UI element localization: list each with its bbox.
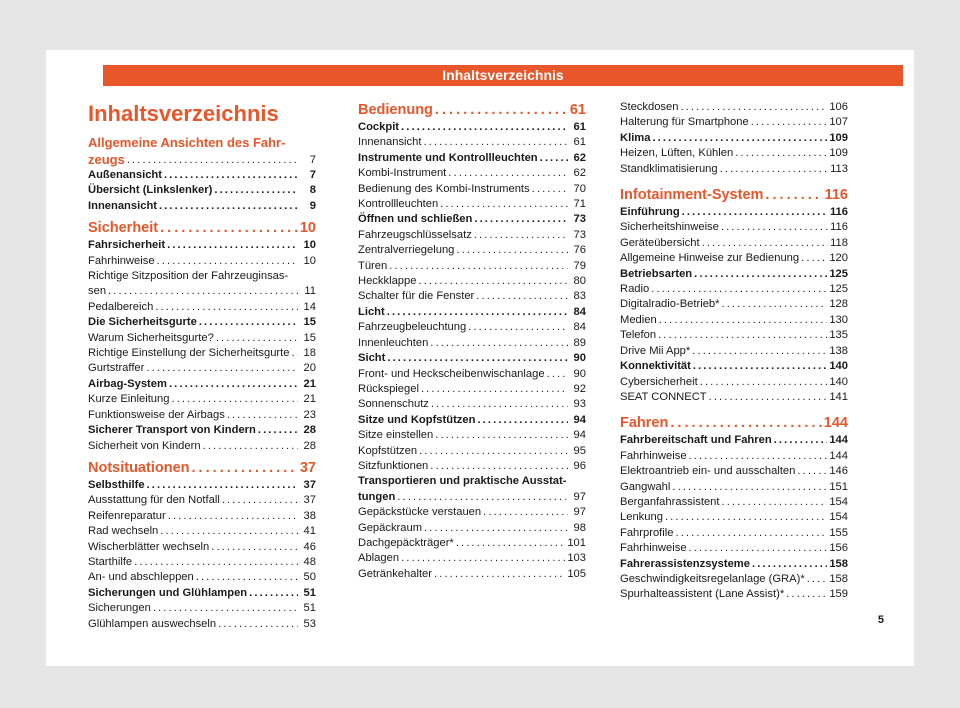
document-page (46, 50, 914, 666)
toc-entry-page: 144 (829, 434, 848, 447)
toc-entry[interactable] (620, 328, 848, 343)
toc-column-3 (620, 100, 848, 603)
toc-entry[interactable] (88, 377, 316, 392)
toc-section-entry[interactable]: Infotainment-System . . . 116 (620, 185, 848, 205)
toc-entry[interactable] (358, 289, 586, 304)
toc-entry[interactable] (620, 220, 848, 235)
toc-entry-title: Kopfstützen (358, 444, 418, 457)
toc-entry-title: Geräteübersicht (620, 236, 700, 249)
toc-entry[interactable] (620, 344, 848, 359)
toc-entry-page: 95 (573, 444, 586, 457)
toc-entry-page: 71 (573, 198, 586, 211)
toc-entry[interactable] (88, 478, 316, 493)
toc-entry-title: Innenleuchten (358, 336, 429, 349)
toc-entry-page: 155 (829, 526, 848, 539)
toc-entry-title: Cockpit (358, 121, 400, 133)
toc-entry-title: Einführung (620, 206, 680, 219)
toc-entry[interactable] (88, 346, 316, 361)
toc-entry-page: 93 (573, 398, 586, 411)
toc-entry-title: Schalter für die Fenster (358, 290, 475, 303)
toc-entry[interactable] (358, 351, 586, 366)
toc-entry-title: Cybersicherheit (620, 375, 698, 388)
toc-entry[interactable] (620, 251, 848, 266)
toc-entry-title: Gepäckraum (358, 521, 423, 534)
toc-entry-title: Sicherer Transport von Kindern (88, 424, 256, 437)
toc-entry-page: 53 (303, 617, 316, 630)
toc-entry-title: Innenansicht (358, 136, 422, 149)
toc-entry-title: Warum Sicherheitsgurte? (88, 331, 214, 344)
toc-entry-page: 156 (829, 542, 848, 555)
toc-list (358, 120, 586, 474)
toc-entry[interactable] (358, 551, 586, 566)
toc-section-entry[interactable]: Notsituationen . . . 37 (88, 458, 316, 478)
toc-entry[interactable] (88, 168, 316, 183)
toc-entry-page: 7 (309, 169, 316, 181)
toc-entry-page: 90 (573, 352, 586, 365)
toc-entry-page: 94 (573, 429, 586, 442)
toc-entry-title: Wischerblätter wechseln (88, 540, 210, 553)
toc-entry[interactable] (620, 526, 848, 541)
toc-entry-title: Innenansicht (88, 199, 157, 212)
toc-entry[interactable] (358, 305, 586, 320)
toc-entry-title: Richtige Einstellung der Sicherheitsgurte (88, 347, 290, 360)
toc-entry-title: Digitalradio-Betrieb* (620, 298, 720, 311)
toc-entry-page: 154 (829, 495, 848, 508)
toc-entry-title: Fahrhinweise (620, 542, 687, 555)
toc-entry-page: 9 (309, 199, 316, 212)
toc-entry-title: Drive Mii App* (620, 344, 691, 357)
toc-entry[interactable] (620, 587, 848, 602)
toc-entry-page: 73 (573, 228, 586, 241)
toc-entry-page: 50 (303, 571, 316, 584)
toc-entry-page: 154 (829, 511, 848, 524)
toc-entry-title: Fahrsicherheit (88, 239, 166, 252)
toc-entry-page: 15 (303, 316, 316, 329)
toc-entry-page: 116 (830, 221, 848, 234)
toc-entry-page: 151 (829, 480, 848, 493)
toc-entry[interactable] (88, 509, 316, 524)
toc-entry-page: 158 (829, 572, 848, 585)
toc-wrapped-entry[interactable]: Transportieren und praktische Ausstat- tungen . . . 97 (358, 474, 586, 505)
toc-entry-page: 98 (573, 521, 586, 534)
toc-entry-page: 130 (829, 313, 848, 326)
toc-entry[interactable] (620, 100, 848, 115)
toc-entry-page: 138 (829, 344, 848, 357)
toc-entry[interactable] (620, 236, 848, 251)
toc-entry-page: 20 (303, 362, 316, 375)
toc-entry[interactable] (88, 586, 316, 601)
toc-entry-title: Bedienung des Kombi-Instruments (358, 182, 530, 195)
toc-entry[interactable] (358, 182, 586, 197)
toc-entry-title: Sonnenschutz (358, 398, 429, 411)
toc-entry-title: Sicherheit von Kindern (88, 439, 201, 452)
toc-entry-page: 62 (573, 151, 586, 164)
toc-entry-title: Fahrhinweise (88, 254, 155, 267)
page-number: 5 (877, 614, 884, 626)
toc-entry[interactable] (358, 166, 586, 181)
toc-entry-title: Licht (358, 305, 385, 318)
toc-entry-title: Die Sicherheitsgurte (88, 316, 197, 329)
toc-entry[interactable] (88, 423, 316, 438)
toc-entry-page: 8 (309, 184, 316, 197)
toc-entry-title: Sitze und Kopfstützen (358, 413, 476, 426)
toc-entry-title: Front- und Heckscheibenwischanlage (358, 367, 545, 380)
toc-entry[interactable] (358, 135, 586, 150)
toc-entry-page: 28 (303, 439, 316, 452)
toc-entry-page: 80 (573, 275, 586, 288)
toc-entry-page: 113 (830, 162, 848, 175)
toc-entry-title: Funktionsweise der Airbags (88, 408, 225, 421)
toc-entry-title: Sicherheitshinweise (620, 221, 719, 234)
toc-entry-page: 37 (303, 478, 316, 491)
toc-entry-title: Heizen, Lüften, Kühlen (620, 147, 734, 160)
toc-entry-title: Reifenreparatur (88, 509, 166, 522)
toc-entry[interactable] (358, 259, 586, 274)
toc-wrapped-entry[interactable]: Richtige Sitzposition der Fahrzeuginsas- sen . . . 11 (88, 269, 316, 300)
toc-entry[interactable] (358, 367, 586, 382)
toc-entry-title: Berganfahrassistent (620, 495, 720, 508)
toc-entry-page: 46 (303, 540, 316, 553)
toc-entry[interactable] (88, 392, 316, 407)
toc-entry-title: Gurtstraffer (88, 362, 145, 375)
toc-entry-page: 144 (829, 449, 848, 462)
toc-entry-title: Betriebsarten (620, 267, 693, 280)
toc-entry-title: Halterung für Smartphone (620, 116, 749, 129)
toc-entry[interactable] (358, 397, 586, 412)
toc-entry-page: 61 (573, 121, 586, 133)
toc-entry-page: 84 (573, 305, 586, 318)
toc-entry-title: Kurze Einleitung (88, 393, 170, 406)
toc-entry-title: Fahrerassistenzsysteme (620, 557, 750, 570)
toc-entry[interactable] (88, 315, 316, 330)
toc-list (620, 433, 848, 602)
toc-entry-page: 140 (829, 360, 848, 373)
toc-entry-page: 48 (303, 555, 316, 568)
toc-entry-title: Fahrzeugschlüsselsatz (358, 228, 472, 241)
toc-entry-title: Sitzfunktionen (358, 459, 429, 472)
doc-title: Inhaltsverzeichnis (88, 101, 279, 126)
toc-entry[interactable] (358, 459, 586, 474)
toc-entry[interactable] (358, 243, 586, 258)
toc-entry-page: 10 (303, 239, 316, 252)
toc-entry-page: 109 (829, 147, 848, 160)
toc-entry-title: An- und abschleppen (88, 571, 194, 584)
toc-entry-page: 101 (567, 536, 586, 549)
toc-entry-page: 21 (303, 393, 316, 406)
toc-entry[interactable] (620, 495, 848, 510)
toc-entry-page: 41 (303, 525, 316, 538)
toc-entry[interactable] (620, 390, 848, 405)
toc-entry[interactable] (358, 428, 586, 443)
toc-entry-page: 125 (829, 267, 848, 280)
toc-entry[interactable] (620, 297, 848, 312)
page-header: Inhaltsverzeichnis (103, 65, 903, 86)
toc-entry-page: 125 (829, 283, 848, 296)
toc-entry-page: 18 (303, 347, 316, 360)
toc-entry-page: 94 (573, 413, 586, 426)
toc-entry[interactable] (88, 183, 316, 198)
toc-entry-page: 107 (829, 116, 848, 129)
toc-entry-page: 10 (303, 254, 316, 267)
toc-entry[interactable] (620, 282, 848, 297)
toc-entry-page: 62 (573, 167, 586, 180)
toc-entry-title: Fahrhinweise (620, 449, 687, 462)
toc-entry-title: Starthilfe (88, 555, 133, 568)
toc-entry[interactable] (358, 536, 586, 551)
toc-entry-title: Heckklappe (358, 275, 417, 288)
toc-entry-title: Außenansicht (88, 169, 162, 181)
toc-entry-page: 96 (573, 459, 586, 472)
toc-entry-title: Gepäckstücke verstauen (358, 506, 482, 519)
toc-list (88, 478, 316, 632)
toc-entry-title: Sicherungen und Glühlampen (88, 586, 248, 599)
toc-list (88, 238, 316, 269)
toc-list (620, 100, 848, 177)
toc-entry[interactable] (358, 521, 586, 536)
toc-entry[interactable] (88, 555, 316, 570)
toc-entry-title: Dachgepäckträger* (358, 536, 454, 549)
toc-list (88, 168, 316, 214)
toc-entry-page: 21 (303, 377, 316, 390)
toc-section-entry[interactable]: zeugs . . . 7 (88, 151, 316, 168)
toc-entry[interactable] (620, 510, 848, 525)
toc-entry-title: Instrumente und Kontrollleuchten (358, 151, 538, 164)
toc-entry-page: 159 (829, 588, 848, 601)
toc-entry-title: Sicht (358, 352, 386, 365)
toc-entry[interactable] (88, 331, 316, 346)
toc-entry-title: Standklimatisierung (620, 162, 718, 175)
toc-entry-page: 51 (303, 586, 316, 599)
toc-entry-title: Fahrprofile (620, 526, 674, 539)
toc-list (620, 205, 848, 405)
toc-entry[interactable] (620, 205, 848, 220)
toc-entry-page: 141 (829, 390, 848, 403)
toc-entry[interactable] (358, 228, 586, 243)
toc-entry[interactable] (88, 524, 316, 539)
toc-entry-page: 140 (829, 375, 848, 388)
toc-entry[interactable] (88, 570, 316, 585)
toc-entry-page: 73 (573, 213, 586, 226)
toc-entry-page: 37 (303, 494, 316, 507)
toc-entry[interactable] (620, 449, 848, 464)
toc-entry-title: Rad wechseln (88, 525, 159, 538)
toc-entry-page: 76 (573, 244, 586, 257)
toc-entry[interactable] (358, 444, 586, 459)
toc-subtitle-line: Allgemeine Ansichten des Fahr- (88, 135, 286, 150)
toc-entry-page: 116 (829, 206, 848, 219)
toc-entry[interactable] (358, 336, 586, 351)
toc-entry-page: 89 (573, 336, 586, 349)
toc-entry-page: 14 (303, 300, 316, 313)
toc-section-entry[interactable]: Fahren . . . 144 (620, 413, 848, 433)
toc-entry-page: 61 (573, 136, 586, 149)
toc-entry-title: Medien (620, 313, 657, 326)
toc-column-1 (88, 100, 316, 632)
toc-entry-page: 158 (829, 557, 848, 570)
toc-entry-title: Türen (358, 259, 388, 272)
toc-entry-title: Radio (620, 283, 650, 296)
toc-entry-title: Airbag-System (88, 377, 167, 390)
toc-entry-page: 51 (303, 602, 316, 615)
toc-entry-title: Glühlampen auswechseln (88, 617, 217, 630)
toc-entry-title: Öffnen und schließen (358, 213, 473, 226)
toc-entry[interactable] (358, 382, 586, 397)
toc-entry[interactable] (88, 540, 316, 555)
toc-entry[interactable] (620, 433, 848, 448)
toc-entry[interactable] (88, 617, 316, 632)
toc-entry-page: 70 (573, 182, 586, 195)
toc-entry-title: Ablagen (358, 552, 400, 565)
toc-entry[interactable] (358, 120, 586, 135)
toc-entry-title: Sicherungen (88, 602, 151, 615)
toc-entry[interactable] (620, 464, 848, 479)
toc-entry-title: Kombi-Instrument (358, 167, 447, 180)
toc-entry[interactable] (620, 162, 848, 177)
toc-entry[interactable] (88, 601, 316, 616)
toc-entry[interactable] (88, 254, 316, 269)
toc-entry[interactable] (620, 375, 848, 390)
toc-entry-page: 15 (303, 331, 316, 344)
toc-entry-page: 90 (573, 367, 586, 380)
toc-entry[interactable] (88, 361, 316, 376)
toc-entry-page: 92 (573, 382, 586, 395)
toc-entry-page: 120 (829, 252, 848, 265)
toc-entry-title: Konnektivität (620, 360, 691, 373)
toc-entry[interactable] (620, 267, 848, 282)
toc-entry[interactable] (88, 493, 316, 508)
toc-entry[interactable] (620, 115, 848, 130)
toc-entry-page: 38 (303, 509, 316, 522)
toc-entry-title: Kontrollleuchten (358, 198, 439, 211)
toc-entry-page: 105 (567, 567, 586, 580)
toc-entry-title: Pedalbereich (88, 300, 154, 313)
toc-entry[interactable] (358, 505, 586, 520)
toc-entry[interactable] (358, 413, 586, 428)
toc-entry[interactable] (358, 212, 586, 227)
toc-section-entry[interactable]: Sicherheit . . . 10 (88, 218, 316, 238)
toc-entry-page: 23 (303, 408, 316, 421)
toc-section-entry[interactable]: Bedienung . . . 61 (358, 100, 586, 120)
toc-entry-title: Ausstattung für den Notfall (88, 494, 220, 507)
toc-entry-title: Fahrbereitschaft und Fahren (620, 434, 772, 447)
toc-entry[interactable] (358, 320, 586, 335)
toc-entry-page: 135 (829, 329, 848, 342)
toc-entry[interactable] (88, 408, 316, 423)
toc-entry[interactable] (620, 131, 848, 146)
toc-list (88, 300, 316, 454)
toc-entry[interactable] (88, 238, 316, 253)
toc-entry-title: Geschwindigkeitsregelanlage (GRA)* (620, 572, 805, 585)
toc-column-2 (358, 100, 586, 582)
toc-entry-title: Lenkung (620, 511, 663, 524)
toc-entry[interactable] (620, 313, 848, 328)
toc-entry-page: 146 (829, 465, 848, 478)
toc-entry-page: 106 (829, 101, 848, 113)
toc-entry-page: 97 (573, 506, 586, 519)
toc-entry-title: Zentralverriegelung (358, 244, 455, 257)
toc-entry-page: 103 (567, 552, 586, 565)
toc-entry-title: Rückspiegel (358, 382, 419, 395)
toc-list (358, 505, 586, 582)
toc-entry-title: Fahrzeugbeleuchtung (358, 321, 467, 334)
toc-entry-title: Klima (620, 131, 651, 144)
toc-entry[interactable] (358, 151, 586, 166)
toc-entry-page: 109 (829, 131, 848, 144)
toc-entry[interactable] (620, 541, 848, 556)
toc-entry-title: Spurhalteassistent (Lane Assist)* (620, 588, 785, 601)
toc-entry-page: 118 (830, 236, 848, 249)
toc-entry-title: Elektroantrieb ein- und ausschalten (620, 465, 796, 478)
toc-entry[interactable] (88, 300, 316, 315)
toc-entry-page: 28 (303, 424, 316, 437)
toc-entry-page: 79 (573, 259, 586, 272)
toc-entry-title: Selbsthilfe (88, 478, 145, 491)
toc-entry-page: 84 (573, 321, 586, 334)
toc-entry-title: Übersicht (Linkslenker) (88, 184, 213, 197)
toc-entry[interactable] (88, 439, 316, 454)
toc-entry[interactable] (358, 567, 586, 582)
toc-entry[interactable] (620, 146, 848, 161)
toc-entry[interactable] (620, 359, 848, 374)
toc-entry-title: Steckdosen (620, 101, 679, 113)
toc-entry-page: 83 (573, 290, 586, 303)
toc-entry-title: Gangwahl (620, 480, 671, 493)
toc-entry-title: SEAT CONNECT (620, 390, 707, 403)
toc-entry-title: Telefon (620, 329, 657, 342)
toc-entry[interactable] (358, 197, 586, 212)
toc-entry[interactable] (620, 480, 848, 495)
toc-entry[interactable] (88, 199, 316, 214)
toc-entry[interactable] (358, 274, 586, 289)
toc-entry[interactable] (620, 557, 848, 572)
toc-entry[interactable] (620, 572, 848, 587)
toc-entry-title: Sitze einstellen (358, 429, 434, 442)
toc-entry-page: 128 (829, 298, 848, 311)
toc-entry-title: Getränkehalter (358, 567, 433, 580)
toc-entry-title: Allgemeine Hinweise zur Bedienung (620, 252, 800, 265)
